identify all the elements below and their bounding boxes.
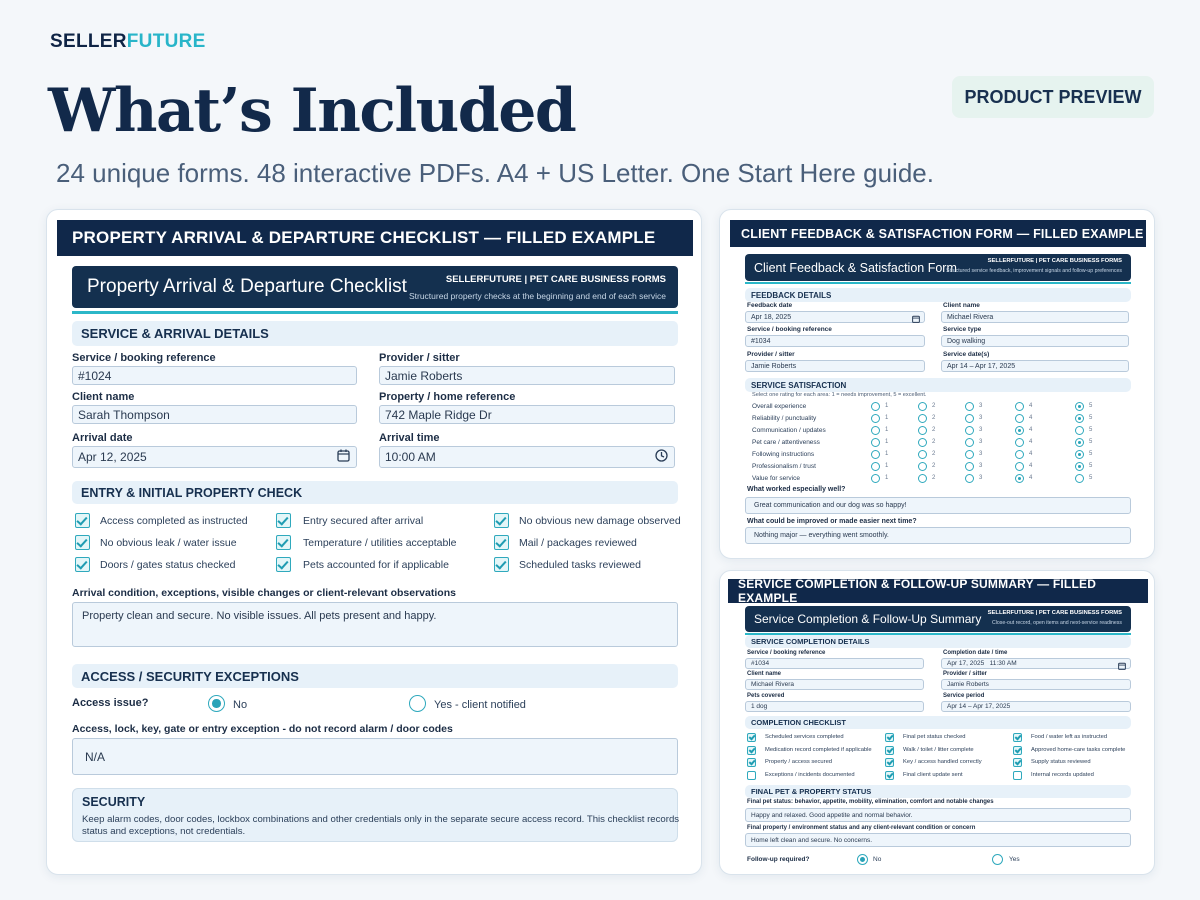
rating-scale-number: 4 [1029, 439, 1033, 445]
label-provider: Provider / sitter [379, 352, 460, 364]
checklist-form-subtitle: Structured property checks at the beginning and end of each service [408, 291, 666, 301]
rating-scale-number: 3 [979, 403, 983, 409]
sc-property-status-label: Final property / environment status and any client-relevant condition or concern [747, 825, 976, 831]
rating-scale-number: 5 [1089, 403, 1093, 409]
brand-logo [50, 31, 206, 53]
rating-scale-number: 2 [932, 451, 936, 457]
checkbox[interactable] [885, 758, 894, 767]
completion-form-header [745, 606, 1131, 632]
sec-access-security: ACCESS / SECURITY EXCEPTIONS [72, 664, 678, 688]
rating-radio[interactable] [1075, 414, 1084, 423]
rating-radio[interactable] [871, 426, 880, 435]
checkbox[interactable] [1013, 746, 1022, 755]
sc-field-period[interactable]: Apr 14 – Apr 17, 2025 [941, 701, 1131, 712]
check-label: Approved home-care tasks complete [1031, 746, 1126, 753]
checklist-form-title: Property Arrival & Departure Checklist [87, 276, 407, 297]
product-preview-badge: PRODUCT PREVIEW [952, 76, 1154, 118]
rating-scale-number: 1 [885, 463, 889, 469]
field-arrival-time[interactable] [379, 446, 675, 468]
check-label: Property / access secured [765, 759, 833, 765]
rating-radio[interactable] [1075, 462, 1084, 471]
check-label: Scheduled services completed [765, 734, 844, 740]
fb-field-date[interactable] [745, 311, 925, 323]
label-client: Client name [72, 391, 135, 403]
fb-field-booking[interactable]: #1034 [745, 335, 925, 347]
rating-radio[interactable] [918, 426, 927, 435]
rating-radio[interactable] [871, 474, 880, 483]
sec-feedback-details: FEEDBACK DETAILS [745, 288, 1131, 302]
rating-scale-number: 3 [979, 463, 983, 469]
fb-label-booking: Service / booking reference [747, 326, 832, 333]
rating-radio[interactable] [871, 462, 880, 471]
checkbox[interactable] [747, 733, 756, 742]
security-text-1: Keep alarm codes, door codes, lockbox combinations and other credentials only in the separate secure access record. This checklist records [82, 814, 680, 825]
checkbox[interactable] [885, 733, 894, 742]
checklist-card [46, 209, 702, 875]
sec-completion-checklist: COMPLETION CHECKLIST [745, 716, 1131, 729]
rating-scale-number: 1 [885, 439, 889, 445]
rating-scale-number: 5 [1089, 475, 1093, 481]
rating-area-label: Pet care / attentiveness [752, 439, 820, 446]
sc-field-datetime[interactable] [941, 658, 1131, 669]
calendar-icon[interactable] [337, 449, 350, 465]
rating-scale-number: 5 [1089, 415, 1093, 421]
rating-area-label: Following instructions [752, 451, 815, 458]
feedback-form-header [745, 254, 1131, 281]
rating-area-label: Reliability / punctuality [752, 415, 817, 422]
fb-label-dates: Service date(s) [943, 351, 990, 358]
sc-property-status-field[interactable]: Home left clean and secure. No concerns. [745, 833, 1131, 847]
check-label: Medication record completed if applicable [765, 746, 872, 753]
sc-label-pets: Pets covered [747, 693, 785, 699]
fb-q1-field[interactable]: Great communication and our dog was so happy! [745, 497, 1131, 514]
checkbox[interactable] [276, 535, 291, 550]
rating-radio[interactable] [1015, 462, 1024, 471]
rating-radio[interactable] [965, 414, 974, 423]
check-label: Doors / gates status checked [100, 559, 236, 571]
sc-field-provider[interactable]: Jamie Roberts [941, 679, 1131, 690]
fb-field-dates[interactable]: Apr 14 – Apr 17, 2025 [941, 360, 1129, 372]
rating-radio[interactable] [1015, 402, 1024, 411]
page-title: What’s Included [48, 76, 576, 146]
check-label: Final client update sent [903, 771, 963, 778]
check-label: Supply status reviewed [1031, 759, 1091, 765]
completion-banner: SERVICE COMPLETION & FOLLOW-UP SUMMARY — FILLED EXAMPLE [728, 579, 1148, 603]
check-label: Mail / packages reviewed [519, 537, 637, 549]
rating-scale-number: 3 [979, 451, 983, 457]
check-label: Exceptions / incidents documented [765, 771, 855, 778]
check-label: Access completed as instructed [100, 515, 248, 527]
checklist-form-brand: SELLERFUTURE | PET CARE BUSINESS FORMS [445, 274, 666, 285]
checklist-banner: PROPERTY ARRIVAL & DEPARTURE CHECKLIST — FILLED EXAMPLE [57, 220, 693, 256]
sc-label-datetime: Completion date / time [943, 650, 1008, 656]
field-exception[interactable]: N/A [72, 738, 678, 775]
checkbox[interactable] [494, 513, 509, 528]
rating-scale-number: 4 [1029, 415, 1033, 421]
rating-scale-number: 1 [885, 475, 889, 481]
rating-scale-number: 3 [979, 415, 983, 421]
rating-scale-number: 3 [979, 475, 983, 481]
check-label: Entry secured after arrival [303, 515, 424, 527]
fb-q1-label: What worked especially well? [747, 486, 846, 493]
rating-radio[interactable] [1075, 474, 1084, 483]
arrival-date-value: Apr 12, 2025 [78, 450, 147, 464]
sec-final-status: FINAL PET & PROPERTY STATUS [745, 785, 1131, 798]
page-subtitle: 24 unique forms. 48 interactive PDFs. A4 + US Letter. One Start Here guide. [56, 158, 934, 188]
rating-radio[interactable] [871, 402, 880, 411]
rating-area-label: Overall experience [752, 403, 807, 410]
field-arrival-date[interactable] [72, 446, 357, 468]
fb-field-client[interactable]: Michael Rivera [941, 311, 1129, 323]
rating-radio[interactable] [1015, 474, 1024, 483]
checkbox[interactable] [747, 758, 756, 767]
rating-scale-number: 2 [932, 403, 936, 409]
rating-scale-number: 4 [1029, 427, 1033, 433]
rating-radio[interactable] [1075, 438, 1084, 447]
sc-label-booking: Service / booking reference [747, 650, 826, 656]
checkbox[interactable] [885, 771, 894, 780]
rating-scale-number: 4 [1029, 475, 1033, 481]
feedback-divider [745, 282, 1131, 284]
rating-radio[interactable] [918, 402, 927, 411]
label-access-issue: Access issue? [72, 697, 149, 709]
rating-radio[interactable] [918, 462, 927, 471]
label-exception: Access, lock, key, gate or entry exception - do not record alarm / door codes [72, 723, 453, 735]
checklist-form-header [72, 266, 678, 308]
rating-scale-number: 2 [932, 463, 936, 469]
completion-form-subtitle: Close-out record, open items and next-service readiness [991, 620, 1122, 626]
field-booking[interactable]: #1024 [72, 366, 357, 385]
label-property: Property / home reference [379, 391, 516, 403]
radio-access-yes[interactable] [409, 695, 426, 712]
check-label: Food / water left as instructed [1031, 734, 1108, 740]
completion-form-title: Service Completion & Follow-Up Summary [754, 612, 982, 626]
rating-radio[interactable] [871, 450, 880, 459]
rating-scale-number: 3 [979, 427, 983, 433]
access-no-label: No [233, 699, 248, 711]
checkbox[interactable] [494, 535, 509, 550]
security-title: SECURITY [82, 795, 146, 809]
checklist-divider [72, 311, 678, 314]
sc-label-client: Client name [747, 671, 782, 677]
checkbox[interactable] [885, 746, 894, 755]
radio-access-no[interactable] [208, 695, 225, 712]
arrival-time-value: 10:00 AM [385, 450, 436, 464]
rating-radio[interactable] [918, 438, 927, 447]
label-booking: Service / booking reference [72, 352, 216, 364]
check-label: Pets accounted for if applicable [303, 559, 449, 571]
radio-followup-no[interactable] [857, 854, 868, 865]
rating-radio[interactable] [1075, 402, 1084, 411]
rating-scale-number: 5 [1089, 451, 1093, 457]
rating-scale-number: 5 [1089, 427, 1093, 433]
feedback-form-brand: SELLERFUTURE | PET CARE BUSINESS FORMS [987, 258, 1122, 264]
rating-radio[interactable] [965, 438, 974, 447]
security-text-2: status and exceptions, not credentials. [82, 826, 246, 837]
rating-radio[interactable] [965, 474, 974, 483]
sc-field-client[interactable]: Michael Rivera [745, 679, 924, 690]
checkbox[interactable] [494, 557, 509, 572]
label-observations: Arrival condition, exceptions, visible changes or client-relevant observations [72, 587, 456, 599]
rating-scale-number: 1 [885, 403, 889, 409]
rating-radio[interactable] [1015, 414, 1024, 423]
feedback-form-title: Client Feedback & Satisfaction Form [754, 260, 957, 275]
field-provider[interactable]: Jamie Roberts [379, 366, 675, 385]
check-label: Internal records updated [1031, 771, 1094, 778]
rating-area-label: Communication / updates [752, 427, 826, 434]
field-property[interactable]: 742 Maple Ridge Dr [379, 405, 675, 424]
checkbox[interactable] [276, 513, 291, 528]
rating-scale-number: 3 [979, 439, 983, 445]
feedback-form-subtitle: Structured service feedback, improvement signals and follow-up preferences [946, 268, 1122, 274]
rating-scale-number: 2 [932, 475, 936, 481]
sc-followup-label: Follow-up required? [747, 856, 810, 863]
rating-radio[interactable] [918, 450, 927, 459]
check-label: No obvious new damage observed [519, 515, 681, 527]
followup-no-label: No [873, 856, 882, 863]
rating-scale-number: 1 [885, 415, 889, 421]
rating-radio[interactable] [918, 474, 927, 483]
fb-label-client: Client name [943, 302, 980, 309]
fb-label-provider: Provider / sitter [747, 351, 795, 358]
rating-scale-number: 5 [1089, 439, 1093, 445]
field-observations[interactable]: Property clean and secure. No visible issues. All pets present and happy. [72, 602, 678, 647]
rating-radio[interactable] [965, 450, 974, 459]
rating-scale-number: 2 [932, 439, 936, 445]
rating-radio[interactable] [1015, 450, 1024, 459]
checkbox[interactable] [276, 557, 291, 572]
check-label: No obvious leak / water issue [100, 537, 237, 549]
rating-scale-number: 2 [932, 427, 936, 433]
sec-service-satisfaction: SERVICE SATISFACTION [745, 378, 1131, 392]
completion-form-brand: SELLERFUTURE | PET CARE BUSINESS FORMS [987, 610, 1122, 616]
rating-scale-number: 5 [1089, 463, 1093, 469]
checkbox[interactable] [1013, 733, 1022, 742]
sec-service-arrival: SERVICE & ARRIVAL DETAILS [72, 321, 678, 346]
rating-radio[interactable] [965, 402, 974, 411]
rating-scale-number: 1 [885, 427, 889, 433]
rating-radio[interactable] [1015, 426, 1024, 435]
fb-q2-field[interactable]: Nothing major — everything went smoothly. [745, 527, 1131, 544]
fb-date-value: Apr 18, 2025 [751, 313, 792, 321]
rating-area-label: Value for service [752, 475, 800, 482]
sc-label-provider: Provider / sitter [943, 671, 988, 677]
rating-radio[interactable] [871, 414, 880, 423]
brand-part-2: FUTURE [126, 31, 206, 52]
checkbox[interactable] [75, 513, 90, 528]
completion-card [719, 570, 1155, 875]
check-label: Key / access handled correctly [903, 759, 982, 765]
check-label: Final pet status checked [903, 734, 966, 740]
followup-yes-label: Yes [1009, 856, 1020, 863]
fb-q2-label: What could be improved or made easier next time? [747, 518, 917, 525]
rating-scale-number: 4 [1029, 463, 1033, 469]
rating-radio[interactable] [918, 414, 927, 423]
fb-field-type[interactable]: Dog walking [941, 335, 1129, 347]
fb-field-provider[interactable]: Jamie Roberts [745, 360, 925, 372]
rating-radio[interactable] [871, 438, 880, 447]
rating-scale-number: 2 [932, 415, 936, 421]
check-label: Temperature / utilities acceptable [303, 537, 457, 549]
access-yes-label: Yes - client notified [434, 699, 526, 711]
label-arrival-time: Arrival time [379, 432, 440, 444]
rating-area-label: Professionalism / trust [752, 463, 816, 470]
checkbox[interactable] [747, 746, 756, 755]
checkbox[interactable] [75, 535, 90, 550]
rating-scale-number: 1 [885, 451, 889, 457]
sc-field-booking[interactable]: #1034 [745, 658, 924, 669]
sec-entry-check: ENTRY & INITIAL PROPERTY CHECK [72, 481, 678, 504]
feedback-banner: CLIENT FEEDBACK & SATISFACTION FORM — FILLED EXAMPLE [730, 220, 1146, 247]
rating-radio[interactable] [965, 426, 974, 435]
radio-followup-yes[interactable] [992, 854, 1003, 865]
brand-part-1: SELLER [50, 31, 127, 52]
satisfaction-instruction: Select one rating for each area: 1 = needs improvement, 5 = excellent. [752, 392, 927, 398]
sc-field-pets[interactable]: 1 dog [745, 701, 924, 712]
field-client[interactable]: Sarah Thompson [72, 405, 357, 424]
checkbox[interactable] [747, 771, 756, 780]
calendar-icon[interactable] [912, 312, 920, 326]
checkbox[interactable] [1013, 758, 1022, 767]
fb-label-date: Feedback date [747, 302, 793, 309]
calendar-icon[interactable] [1118, 659, 1126, 673]
checkbox[interactable] [75, 557, 90, 572]
sc-pet-status-field[interactable]: Happy and relaxed. Good appetite and normal behavior. [745, 808, 1131, 822]
fb-label-type: Service type [943, 326, 982, 333]
security-note [72, 788, 678, 842]
label-arrival-date: Arrival date [72, 432, 133, 444]
check-label: Walk / toilet / litter complete [903, 746, 974, 753]
check-label: Scheduled tasks reviewed [519, 559, 641, 571]
sec-completion-details: SERVICE COMPLETION DETAILS [745, 635, 1131, 648]
feedback-card [719, 209, 1155, 559]
checkbox[interactable] [1013, 771, 1022, 780]
rating-radio[interactable] [1075, 450, 1084, 459]
sc-pet-status-label: Final pet status: behavior, appetite, mobility, elimination, comfort and notable changes [747, 799, 994, 805]
rating-radio[interactable] [965, 462, 974, 471]
rating-radio[interactable] [1075, 426, 1084, 435]
clock-icon[interactable] [655, 449, 668, 465]
rating-scale-number: 4 [1029, 403, 1033, 409]
sc-datetime-value: Apr 17, 2025 11:30 AM [947, 660, 1017, 667]
rating-scale-number: 4 [1029, 451, 1033, 457]
rating-radio[interactable] [1015, 438, 1024, 447]
sc-label-period: Service period [943, 693, 985, 699]
